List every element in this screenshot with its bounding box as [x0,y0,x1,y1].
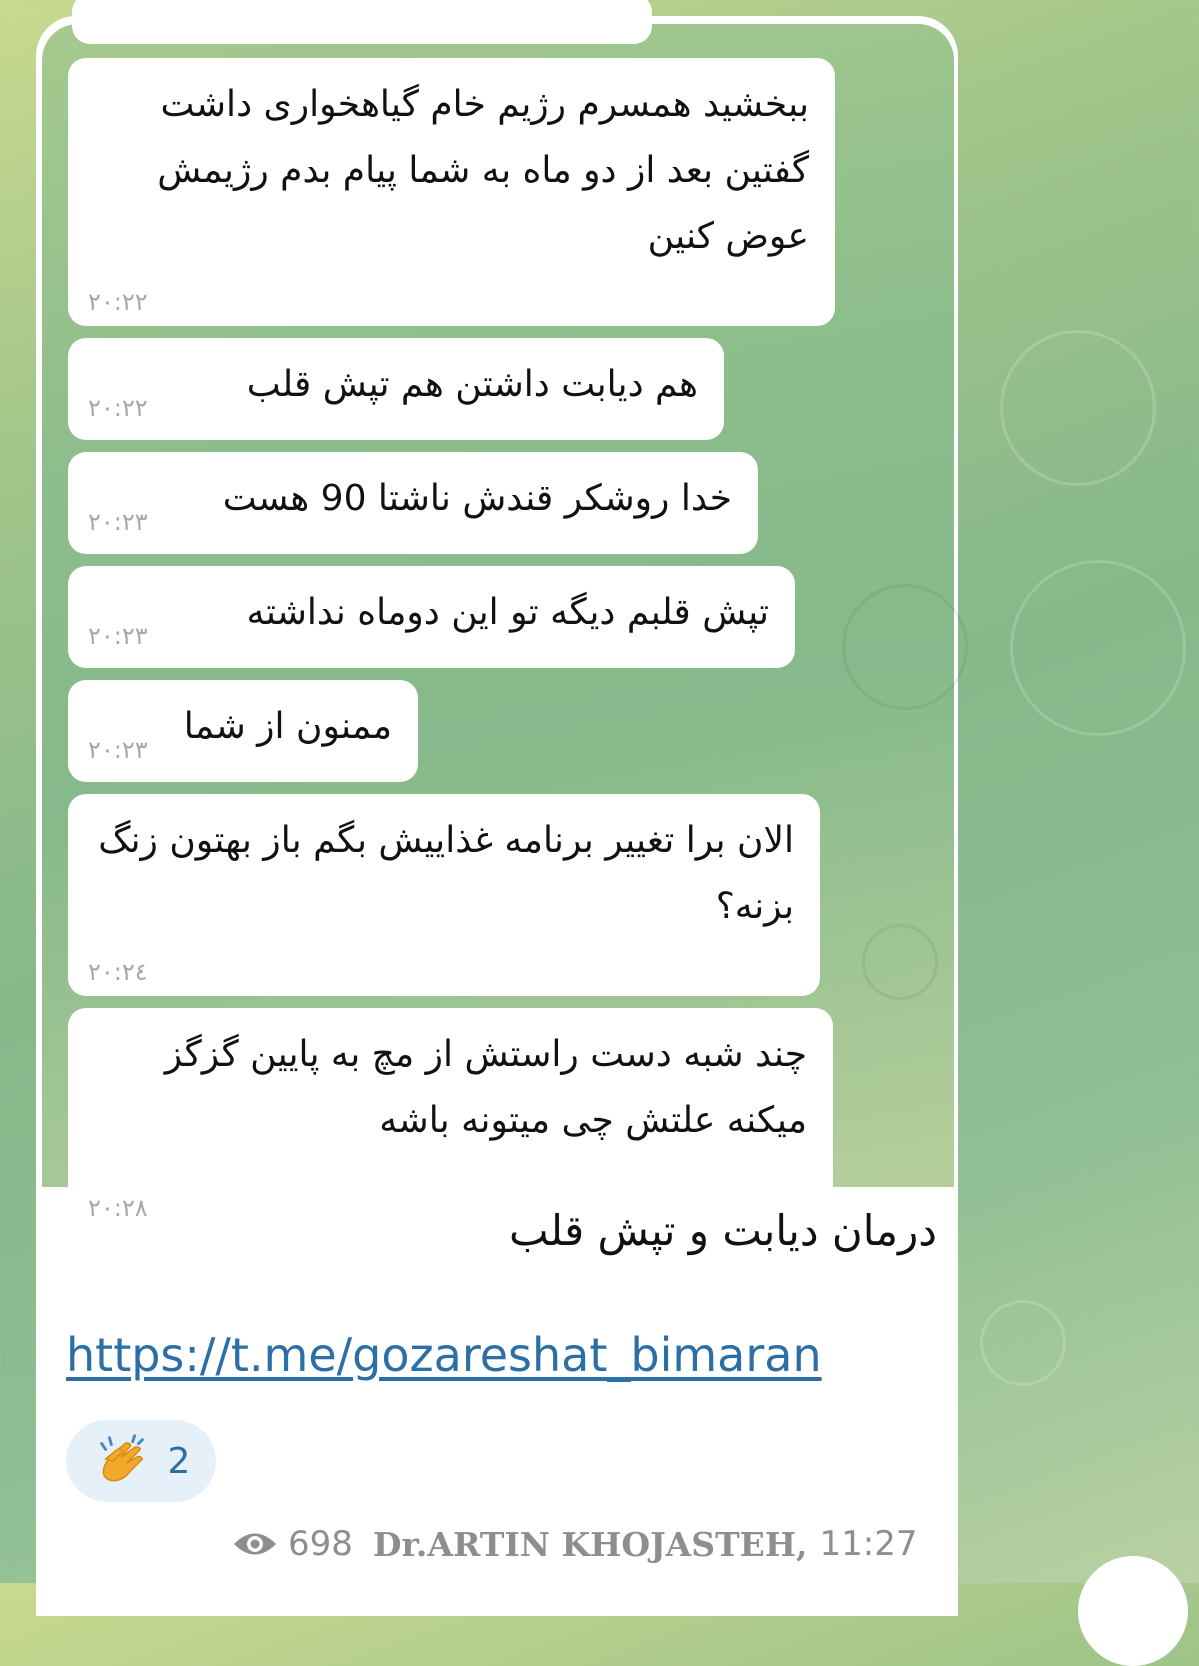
chat-bubble [68,452,758,554]
message-text: خدا روشکر قندش ناشتا 90 هست [222,478,732,519]
message-text: تپش قلبم دیگه تو این دوماه نداشته [246,592,769,633]
background-pattern [1000,330,1156,486]
message-time: ۲۰:۲۳ [88,508,148,536]
chat-bubble [68,566,795,668]
chat-bubble [68,680,418,782]
message-time: ۲۰:۲۲ [88,288,148,316]
chat-bubble [68,794,820,996]
message-text: ممنون از شما [183,706,392,747]
message-time: ۲۰:۲٤ [88,958,148,986]
background-pattern [980,1300,1066,1386]
scroll-down-button[interactable] [1078,1556,1188,1666]
message-text: هم دیابت داشتن هم تپش قلب [246,364,698,405]
eye-icon [232,1529,278,1559]
chat-screenshot-image [42,24,954,1222]
background-pattern [1010,560,1186,736]
chat-bubble-partial [72,0,652,44]
message-text: چند شبه دست راستش از مچ به پایین گزگز میکنه علتش چی میتونه باشه [164,1034,807,1141]
post-author: Dr.ARTIN KHOJASTEH, [372,1524,808,1564]
clapping-hands-icon [92,1430,154,1492]
reaction-button[interactable] [66,1420,216,1502]
message-time: ۲۰:۲۳ [88,736,148,764]
chat-bubble [68,1008,833,1222]
channel-link[interactable]: https://t.me/gozareshat_bimaran [66,1328,822,1382]
post-time: 11:27 [819,1524,918,1564]
message-time: ۲۰:۲۸ [88,1194,148,1222]
message-text: ببخشید همسرم رژیم خام گیاهخواری داشت گفتین بعد از دو ماه به شما پیام بدم رژیمش عوض کنین [157,84,809,257]
chat-background-pattern [842,584,968,710]
view-count: 698 [288,1524,353,1564]
chat-background-pattern [862,924,938,1000]
message-time: ۲۰:۲۲ [88,394,148,422]
message-text: الان برا تغییر برنامه غذاییش بگم باز بهتون زنگ بزنه؟ [98,820,794,927]
post-caption: درمان دیابت و تپش قلب [508,1206,937,1255]
post-footer [232,1524,917,1564]
message-time: ۲۰:۲۳ [88,622,148,650]
reaction-count: 2 [167,1440,191,1482]
chat-bubble [68,58,835,326]
chat-bubble [68,338,724,440]
